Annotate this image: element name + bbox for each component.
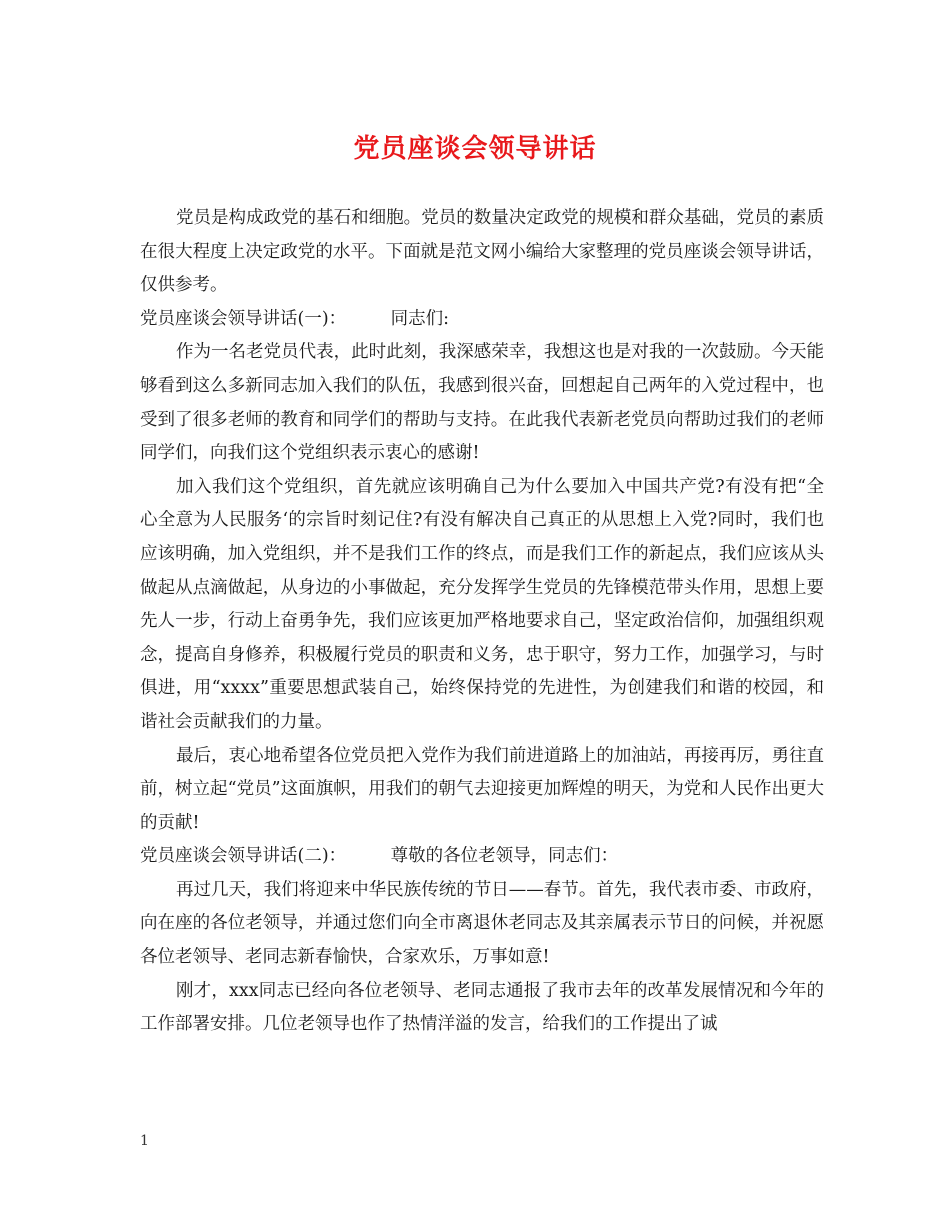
document-title: 党员座谈会领导讲话 xyxy=(353,134,597,164)
page-number: 1 xyxy=(140,1133,149,1149)
paragraph: 加入我们这个党组织，首先就应该明确自己为什么要加入中国共产党?有没有把“全心全意为人民服务‘的宗旨时刻记住?有没有解决自己真正的从思想上入党?同时，我们也应该明确，加入党组织，并不是我们工作的终点，而是我们工作的新起点，我们应该从头做起从点滴做起，从身边的小事做起，充分发挥学生党员的先锋模范带头作用，思想上要先人一步，行动上奋勇争先，我们应该更加严格地要求自己，坚定政治信仰，加强组织观念，提高自身修养，积极履行党员的职责和义务，忠于职守，努力工作，加强学习，与时俱进，用“xxxx”重要思想武装自己，始终保持党的先进性，为创建我们和谐的校园，和谐社会贡献我们的力量。 xyxy=(140,476,824,732)
paragraph: 党员是构成政党的基石和细胞。党员的数量决定政党的规模和群众基础，党员的素质在很大程度上决定政党的水平。下面就是范文网小编给大家整理的党员座谈会领导讲话，仅供参考。 xyxy=(140,208,824,296)
paragraph: 最后，衷心地希望各位党员把入党作为我们前进道路上的加油站，再接再厉，勇往直前，树立起“党员”这面旗帜，用我们的朝气去迎接更加辉煌的明天，为党和人民作出更大的贡献! xyxy=(140,745,824,833)
section-heading: 党员座谈会领导讲话(一)： 同志们: xyxy=(140,308,450,329)
paragraph: 作为一名老党员代表，此时此刻，我深感荣幸，我想这也是对我的一次鼓励。今天能够看到这么多新同志加入我们的队伍，我感到很兴奋，回想起自己两年的入党过程中，也受到了很多老师的教育和同学们的帮助与支持。在此我代表新老党员向帮助过我们的老师同学们，向我们这个党组织表示衷心的感谢! xyxy=(140,342,824,464)
paragraph: 刚才，xxx同志已经向各位老领导、老同志通报了我市去年的改革发展情况和今年的工作部署安排。几位老领导也作了热情洋溢的发言，给我们的工作提出了诚 xyxy=(140,980,824,1035)
document-body xyxy=(140,202,824,1042)
section-heading: 党员座谈会领导讲话(二)： 尊敬的各位老领导，同志们： xyxy=(140,846,619,867)
paragraph: 再过几天，我们将迎来中华民族传统的节日——春节。首先，我代表市委、市政府，向在座的各位老领导，并通过您们向全市离退休老同志及其亲属表示节日的问候，并祝愿各位老领导、老同志新春愉快，合家欢乐，万事如意! xyxy=(140,879,824,968)
